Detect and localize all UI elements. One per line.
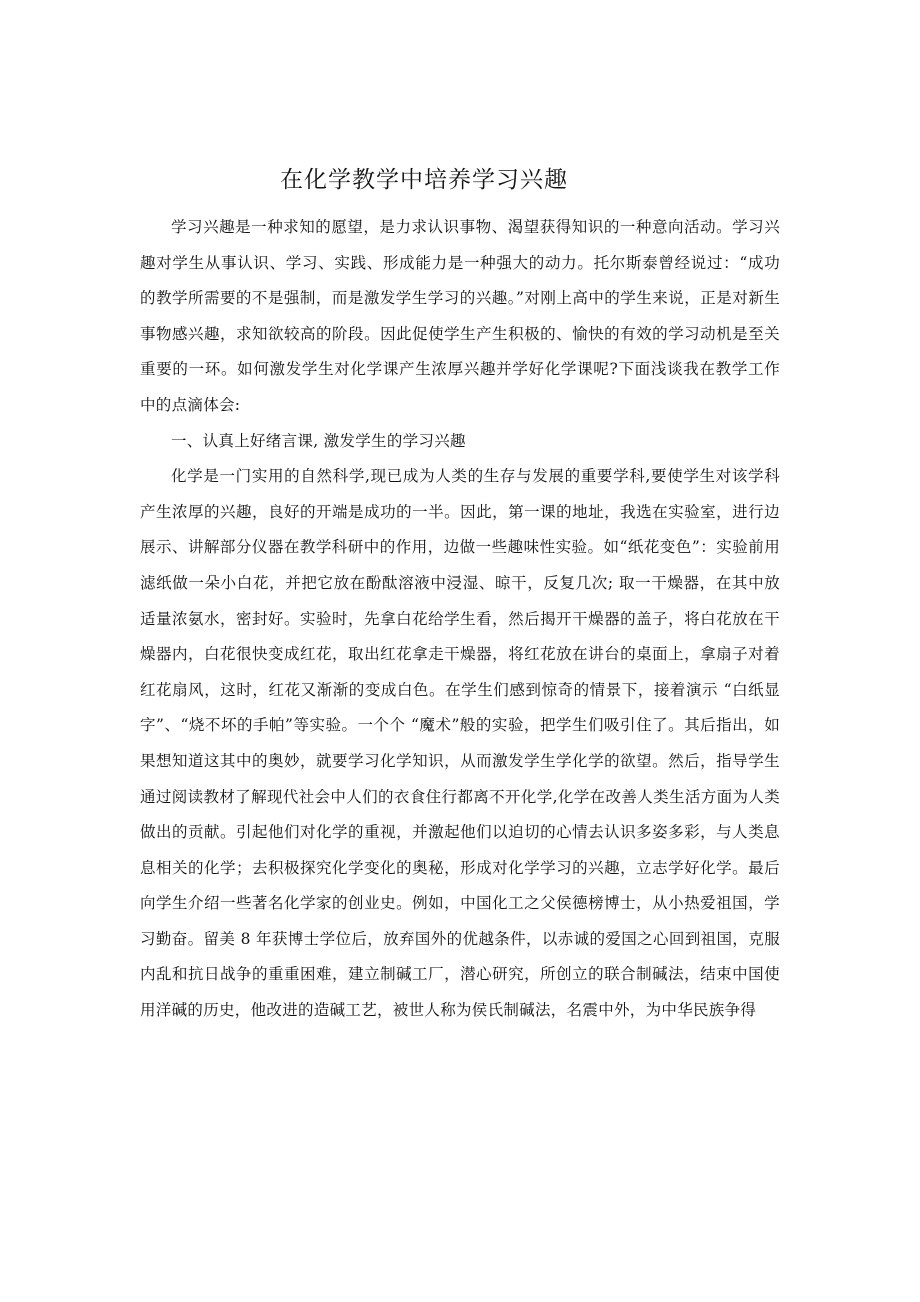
intro-paragraph: 学习兴趣是一种求知的愿望，是力求认识事物、渴望获得知识的一种意向活动。学习兴趣对学生从事认识、学习、实践、形成能力是一种强大的动力。托尔斯泰曾经说过：“成功的教学所需要的不是强制，而是激发学生学习的兴趣。”对刚上高中的学生来说，正是对新生事物感兴趣，求知欲较高的阶段。因此促使学生产生积极的、愉快的有效的学习动机是至关重要的一环。如何激发学生对化学课产生浓厚兴趣并学好化学课呢?下面浅谈我在教学工作中的点滴体会: xyxy=(140,218,781,414)
document-body xyxy=(140,210,780,1029)
section-heading: 一、认真上好绪言课, 激发学生的学习兴趣 xyxy=(171,431,466,450)
document-title: 在化学教学中培养学习兴趣 xyxy=(280,167,568,193)
body-paragraph: 化学是一门实用的自然科学,现已成为人类的生存与发展的重要学科,要使学生对该学科产生浓厚的兴趣，良好的开端是成功的一半。因此，第一课的地址，我选在实验室，进行边展示、讲解部分仪器在教学科研中的作用，边做一些趣味性实验。如“纸花变色”：实验前用滤纸做一朵小白花，并把它放在酚酞溶液中浸湿、晾干，反复几次; 取一干燥器，在其中放适量浓氨水，密封好。实验时，先拿白花给学生看，然后揭开干燥器的盖子，将白花放在干燥器内，白花很快变成红花，取出红花拿走干燥器，将红花放在讲台的桌面上，拿扇子对着红花扇风，这时，红花又渐渐的变成白色。在学生们感到惊奇的情景下，接着演示 “白纸显字”、“烧不坏的手帕”等实验。一个个 “魔术”般的实验，把学生们吸引住了。其后指出，如果想知道这其中的奥妙，就要学习化学知识，从而激发学生学化学的欲望。然后，指导学生通过阅读教材了解现代社会中人们的衣食住行都离不开化学,化学在改善人类生活方面为人类做出的贡献。引起他们对化学的重视，并激起他们以迫切的心情去认识多姿多彩，与人类息息相关的化学；去积极探究化学变化的奥秘，形成对化学学习的兴趣，立志学好化学。最后向学生介绍一些著名化学家的创业史。例如，中国化工之父侯德榜博士，从小热爱祖国，学习勤奋。留美 8 年获博士学位后，放弃国外的优越条件，以赤诚的爱国之心回到祖国，克服内乱和抗日战争的重重困难，建立制碱工厂，潜心研究，所创立的联合制碱法，结束中国使用洋碱的历史，他改进的造碱工艺，被世人称为侯氏制碱法，名震中外，为中华民族争得 xyxy=(140,467,780,1020)
